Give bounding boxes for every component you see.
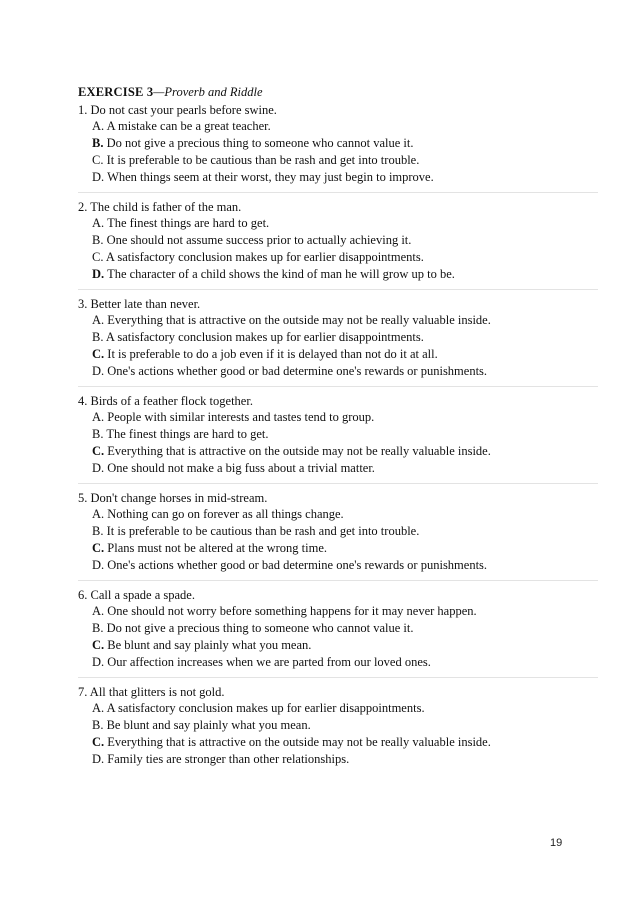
answer-option (92, 540, 598, 557)
option-letter: B. (92, 621, 104, 635)
question-divider (78, 386, 598, 387)
option-text: Plans must not be altered at the wrong time. (107, 541, 328, 555)
option-list (78, 312, 598, 380)
option-text: Everything that is attractive on the outside may not be really valuable inside. (107, 313, 491, 327)
correct-option-letter: C. (92, 541, 105, 555)
answer-option (92, 215, 598, 232)
exercise-title (78, 84, 598, 100)
answer-option (92, 232, 598, 249)
question-stem: 3. Better late than never. (78, 297, 201, 311)
answer-option (92, 363, 598, 380)
option-text: The finest things are hard to get. (106, 427, 269, 441)
option-letter: A. (92, 313, 105, 327)
option-text: The character of a child shows the kind of man he will grow up to be. (107, 267, 455, 281)
answer-option (92, 118, 598, 135)
option-letter: A. (92, 604, 105, 618)
question-divider (78, 580, 598, 581)
answer-option (92, 557, 598, 574)
question-divider (78, 289, 598, 290)
option-letter: C. (92, 250, 104, 264)
answer-option (92, 620, 598, 637)
answer-option (92, 443, 598, 460)
exercise-label: EXERCISE 3 (78, 85, 154, 99)
correct-option-letter: C. (92, 347, 105, 361)
question-stem: 2. The child is father of the man. (78, 200, 242, 214)
option-letter: D. (92, 364, 105, 378)
option-letter: D. (92, 170, 105, 184)
option-letter: D. (92, 752, 105, 766)
option-text: Be blunt and say plainly what you mean. (107, 638, 312, 652)
option-text: A mistake can be a great teacher. (106, 119, 271, 133)
question-block (78, 587, 598, 671)
option-text: It is preferable to be cautious than be rash and get into trouble. (106, 524, 420, 538)
option-text: The finest things are hard to get. (107, 216, 270, 230)
option-list (78, 700, 598, 768)
question-block (78, 199, 598, 283)
answer-option (92, 734, 598, 751)
answer-option (92, 312, 598, 329)
option-letter: B. (92, 718, 104, 732)
option-text: Everything that is attractive on the outside may not be really valuable inside. (107, 735, 491, 749)
option-text: Everything that is attractive on the outside may not be really valuable inside. (107, 444, 491, 458)
option-text: One should not make a big fuss about a trivial matter. (107, 461, 375, 475)
answer-option (92, 700, 598, 717)
option-text: One should not assume success prior to actually achieving it. (106, 233, 412, 247)
answer-option (92, 346, 598, 363)
option-text: Do not give a precious thing to someone who cannot value it. (106, 136, 414, 150)
answer-option (92, 654, 598, 671)
option-letter: D. (92, 558, 105, 572)
question-stem: 4. Birds of a feather flock together. (78, 394, 253, 408)
answer-option (92, 603, 598, 620)
question-block (78, 102, 598, 186)
option-text: A satisfactory conclusion makes up for earlier disappointments. (105, 250, 424, 264)
page-number: 19 (550, 837, 563, 849)
question-stem: 5. Don't change horses in mid-stream. (78, 491, 268, 505)
question-divider (78, 677, 598, 678)
question-divider (78, 483, 598, 484)
question-block (78, 393, 598, 477)
option-text: One's actions whether good or bad determine one's rewards or punishments. (107, 558, 488, 572)
option-text: Do not give a precious thing to someone who cannot value it. (106, 621, 414, 635)
option-letter: B. (92, 330, 104, 344)
option-text: Our affection increases when we are parted from our loved ones. (107, 655, 431, 669)
correct-option-letter: B. (92, 136, 104, 150)
option-list (78, 409, 598, 477)
option-text: People with similar interests and tastes tend to group. (107, 410, 375, 424)
answer-option (92, 169, 598, 186)
answer-option (92, 152, 598, 169)
answer-option (92, 426, 598, 443)
answer-option (92, 409, 598, 426)
answer-option (92, 460, 598, 477)
option-text: A satisfactory conclusion makes up for earlier disappointments. (105, 330, 424, 344)
option-letter: A. (92, 410, 105, 424)
correct-option-letter: C. (92, 735, 105, 749)
question-block (78, 490, 598, 574)
exercise-page (78, 84, 598, 768)
option-list (78, 118, 598, 186)
answer-option (92, 506, 598, 523)
option-text: A satisfactory conclusion makes up for earlier disappointments. (106, 701, 425, 715)
answer-option (92, 329, 598, 346)
answer-option (92, 751, 598, 768)
question-block (78, 296, 598, 380)
option-text: Be blunt and say plainly what you mean. (106, 718, 311, 732)
option-letter: B. (92, 233, 104, 247)
answer-option (92, 523, 598, 540)
question-stem: 1. Do not cast your pearls before swine. (78, 103, 277, 117)
answer-option (92, 637, 598, 654)
option-text: Nothing can go on forever as all things change. (107, 507, 344, 521)
option-text: When things seem at their worst, they may just begin to improve. (107, 170, 434, 184)
option-list (78, 215, 598, 283)
option-list (78, 603, 598, 671)
correct-option-letter: D. (92, 267, 105, 281)
option-list (78, 506, 598, 574)
question-stem: 7. All that glitters is not gold. (78, 685, 225, 699)
option-text: It is preferable to be cautious than be rash and get into trouble. (106, 153, 420, 167)
option-text: One's actions whether good or bad determine one's rewards or punishments. (107, 364, 488, 378)
question-list (78, 102, 598, 768)
option-letter: D. (92, 655, 105, 669)
option-letter: D. (92, 461, 105, 475)
option-text: It is preferable to do a job even if it is delayed than not do it at all. (107, 347, 438, 361)
option-letter: A. (92, 119, 105, 133)
option-text: One should not worry before something happens for it may never happen. (107, 604, 477, 618)
answer-option (92, 717, 598, 734)
option-letter: A. (92, 701, 105, 715)
correct-option-letter: C. (92, 638, 105, 652)
question-stem: 6. Call a spade a spade. (78, 588, 195, 602)
question-block (78, 684, 598, 768)
option-letter: A. (92, 507, 105, 521)
answer-option (92, 249, 598, 266)
question-divider (78, 192, 598, 193)
option-text: Family ties are stronger than other relationships. (107, 752, 350, 766)
option-letter: B. (92, 427, 104, 441)
option-letter: B. (92, 524, 104, 538)
option-letter: C. (92, 153, 104, 167)
exercise-subtitle: —Proverb and Riddle (153, 85, 263, 99)
answer-option (92, 135, 598, 152)
answer-option (92, 266, 598, 283)
option-letter: A. (92, 216, 105, 230)
correct-option-letter: C. (92, 444, 105, 458)
